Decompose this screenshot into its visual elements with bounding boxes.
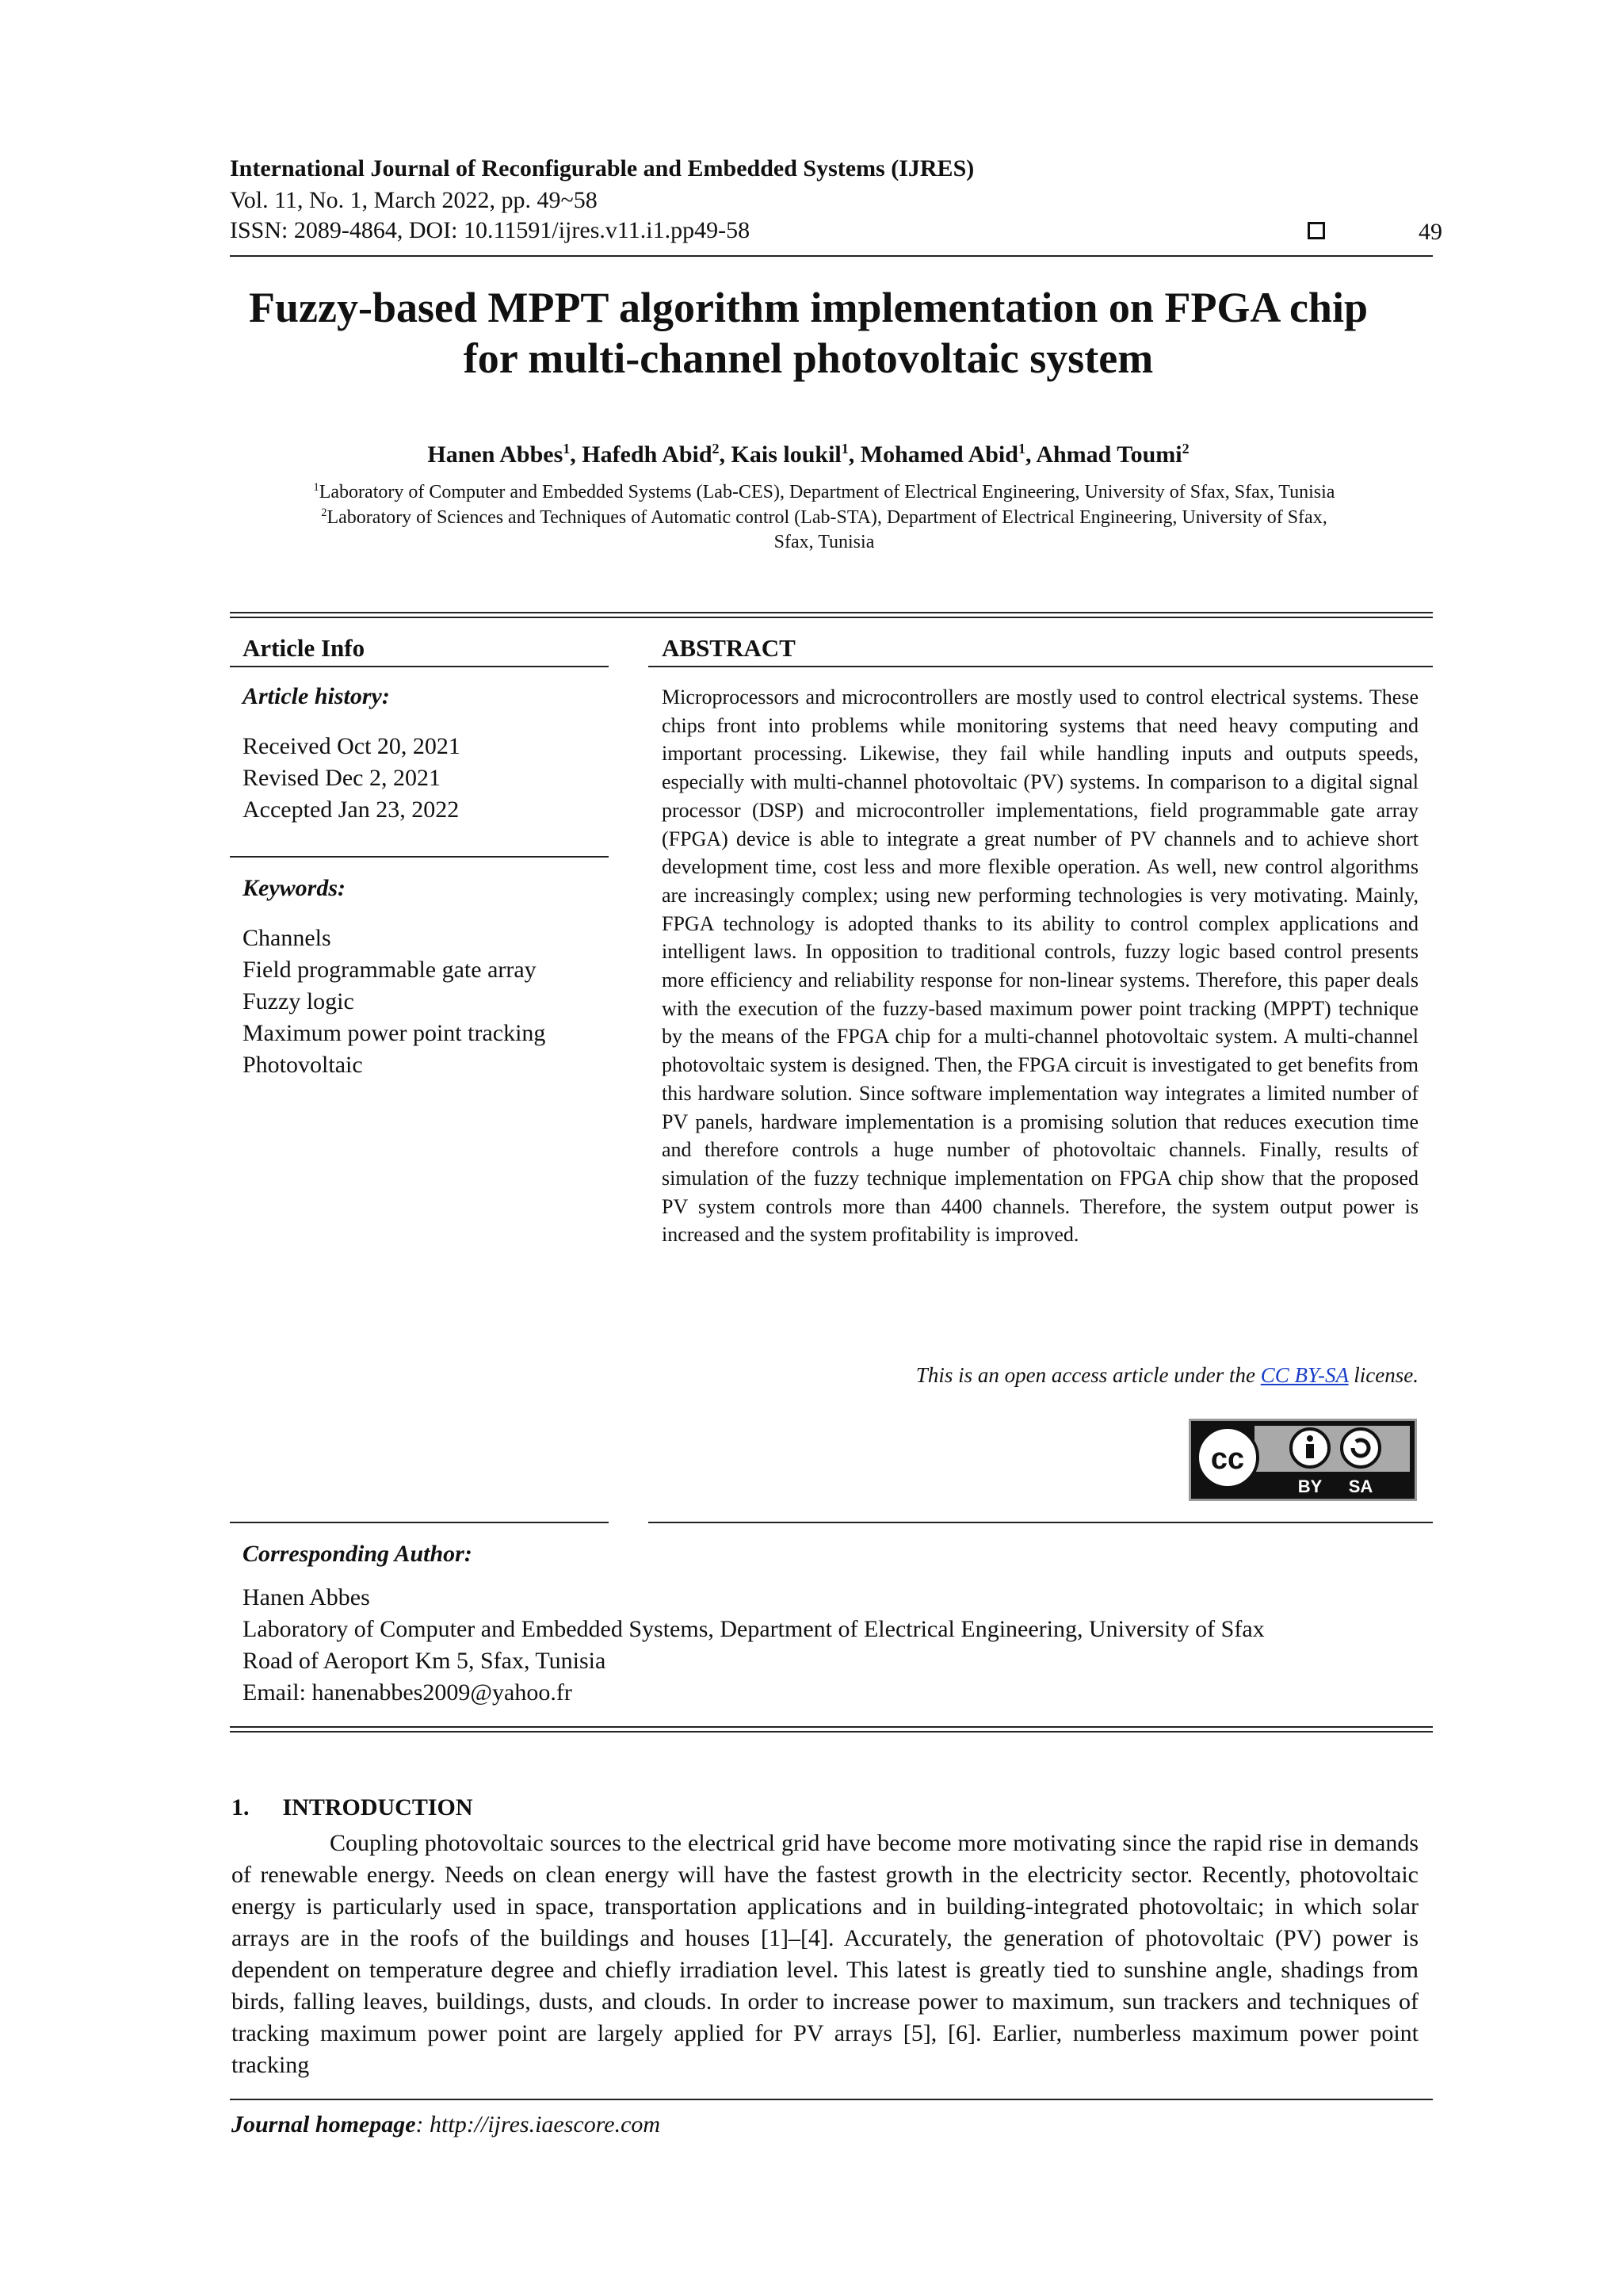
info-rule-bottom-2 xyxy=(230,1731,1433,1733)
author-sup: 1 xyxy=(1018,441,1025,457)
corresponding-dept: Laboratory of Computer and Embedded Systems, Department of Electrical Engineering, University of Sfax xyxy=(242,1616,1265,1642)
issn-doi: ISSN: 2089-4864, DOI: 10.11591/ijres.v11.i1.pp49-58 xyxy=(230,217,750,243)
affiliation-text: Sfax, Tunisia xyxy=(773,532,875,552)
by-label: BY xyxy=(1297,1477,1323,1496)
author-name: Hafedh Abid xyxy=(582,441,712,468)
title-line-1: Fuzzy-based MPPT algorithm implementation on FPGA chip xyxy=(249,284,1368,331)
volume-info: Vol. 11, No. 1, March 2022, pp. 49~58 xyxy=(230,187,598,213)
journal-footer xyxy=(231,2111,660,2138)
info-rule-top xyxy=(230,612,1433,613)
corresponding-address: Road of Aeroport Km 5, Sfax, Tunisia xyxy=(242,1648,606,1674)
sa-label: SA xyxy=(1348,1477,1373,1496)
share-alike-icon xyxy=(1342,1429,1380,1467)
abstract-rule xyxy=(648,666,1433,667)
paper-title xyxy=(158,282,1458,384)
keyword-item: Photovoltaic xyxy=(242,1052,363,1078)
article-history-heading: Article history: xyxy=(242,683,390,709)
revised-date: Revised Dec 2, 2021 xyxy=(242,765,441,791)
affiliation-text: Laboratory of Sciences and Techniques of Automatic control (Lab-STA), Department of Electrical Engineering, University of Sfax, xyxy=(327,507,1327,528)
left-col-bottom-rule xyxy=(230,1522,609,1523)
keyword-item: Fuzzy logic xyxy=(242,988,354,1014)
affiliation-sup: 1 xyxy=(313,481,319,494)
keywords-heading: Keywords: xyxy=(242,875,346,901)
cc-by-sa-logo xyxy=(1191,1421,1415,1499)
author-sup: 1 xyxy=(841,441,849,457)
corresponding-name: Hanen Abbes xyxy=(242,1584,370,1610)
header-rule xyxy=(230,255,1433,257)
affiliation-text: Laboratory of Computer and Embedded Systems (Lab-CES), Department of Electrical Engineering, University of Sfax, Sfax, Tunisia xyxy=(319,482,1335,502)
footer-rule xyxy=(230,2099,1433,2100)
section-number: 1. xyxy=(231,1794,250,1820)
cc-by-sa-link[interactable]: CC BY-SA xyxy=(1260,1363,1349,1387)
journal-name: International Journal of Reconfigurable and Embedded Systems (IJRES) xyxy=(230,155,975,181)
corresponding-email[interactable]: Email: hanenabbes2009@yahoo.fr xyxy=(242,1679,572,1706)
article-info-rule xyxy=(230,666,609,667)
corresponding-heading: Corresponding Author: xyxy=(242,1541,472,1567)
affiliation-2 xyxy=(230,501,1419,555)
cc-by-sa-badge[interactable] xyxy=(1189,1419,1417,1501)
square-icon xyxy=(1308,222,1325,239)
author-name: Kais loukil xyxy=(731,441,842,468)
affiliation-sup: 2 xyxy=(321,506,327,519)
license-note xyxy=(916,1363,1419,1388)
history-rule xyxy=(230,856,609,858)
author-sup: 2 xyxy=(1182,441,1190,457)
footer-label: Journal homepage xyxy=(231,2111,416,2137)
received-date: Received Oct 20, 2021 xyxy=(242,733,460,759)
corresponding-details xyxy=(242,1582,1265,1709)
section-title: INTRODUCTION xyxy=(282,1794,473,1820)
license-prefix: This is an open access article under the xyxy=(915,1363,1261,1387)
introduction-text: Coupling photovoltaic sources to the electrical grid have become more motivating since the rapid rise in demands of renewable energy. Needs on clean energy will have the fastest growth in the electricity sector. Recently, photovoltaic energy is particularly used in space, transportation applications and in building-integrated photovoltaic; in which solar arrays are in the roofs of the buildings and houses [1]–[4]. Accurately, the generation of photovoltaic (PV) power is dependent on temperature degree and chiefly irradiation level. This latest is greatly tied to sunshine angle, shadings from birds, falling leaves, buildings, dusts, and clouds. In order to increase power to maximum, sun trackers and techniques of tracking maximum power point are largely applied for PV arrays [5], [6]. Earlier, numberless maximum power point tracking xyxy=(231,1830,1419,2078)
keyword-item: Field programmable gate array xyxy=(242,957,537,983)
author-sup: 1 xyxy=(563,441,571,457)
keyword-item: Maximum power point tracking xyxy=(242,1020,546,1046)
license-suffix: license. xyxy=(1348,1363,1419,1387)
author-name: Mohamed Abid xyxy=(860,441,1018,468)
cc-text: cc xyxy=(1210,1442,1245,1476)
info-rule-bottom xyxy=(230,1726,1433,1728)
keyword-list xyxy=(242,923,545,1081)
abstract-heading: ABSTRACT xyxy=(662,634,796,662)
author-name: Hanen Abbes xyxy=(427,441,563,468)
article-history xyxy=(242,731,460,826)
accepted-date: Accepted Jan 23, 2022 xyxy=(242,797,460,823)
keyword-item: Channels xyxy=(242,925,331,951)
author-list: Hanen Abbes$^1$, Hafedh Abid$^2$, Kais loukil$^1$, Mohamed Abid$^1$, Ahmad Toumi$^2$ xyxy=(427,441,1190,468)
abstract-text: Microprocessors and microcontrollers are mostly used to control electrical systems. These chips front into problems while monitoring systems that need heavy computing and important processing. Likewise, they fail while handling inputs and outputs speeds, especially with multi-channel photovoltaic (PV) systems. In comparison to a digital signal processor (DSP) and microcontroller implementations, field programmable gate array (FPGA) device is able to integrate a great number of PV channels and to achieve short development time, cost less and more flexible operation. As well, new control algorithms are increasingly complex; using new performing technologies is very motivating. Mainly, FPGA technology is adopted thanks to its ability to control complex applications and intelligent laws. In opposition to traditional controls, fuzzy logic based control presents more efficiency and reliability response for non-linear systems. Therefore, this paper deals with the execution of the fuzzy-based maximum power point tracking (MPPT) technique by the means of the FPGA chip for a multi-channel photovoltaic system. A multi-channel photovoltaic system is designed. Then, the FPGA circuit is investigated to get benefits from this hardware solution. Since software implementation way integrates a limited number of PV panels, hardware implementation is a promising solution that reduces execution time and therefore controls a huge number of photovoltaic channels. Finally, results of simulation of the fuzzy technique implementation on FPGA chip show that the proposed PV system controls more than 4400 channels. Therefore, the system output power is increased and the system profitability is improved. xyxy=(662,686,1419,1247)
right-col-bottom-rule xyxy=(648,1522,1433,1523)
info-rule-top-2 xyxy=(230,617,1433,618)
title-line-2: for multi-channel photovoltaic system xyxy=(463,334,1154,382)
article-info-heading: Article Info xyxy=(242,634,365,662)
author-sup: 2 xyxy=(712,441,720,457)
introduction-heading xyxy=(231,1794,473,1821)
author-name: Ahmad Toumi xyxy=(1036,441,1182,468)
journal-homepage-link[interactable]: : http://ijres.iaescore.com xyxy=(415,2111,661,2137)
page-number: 49 xyxy=(1419,219,1442,245)
